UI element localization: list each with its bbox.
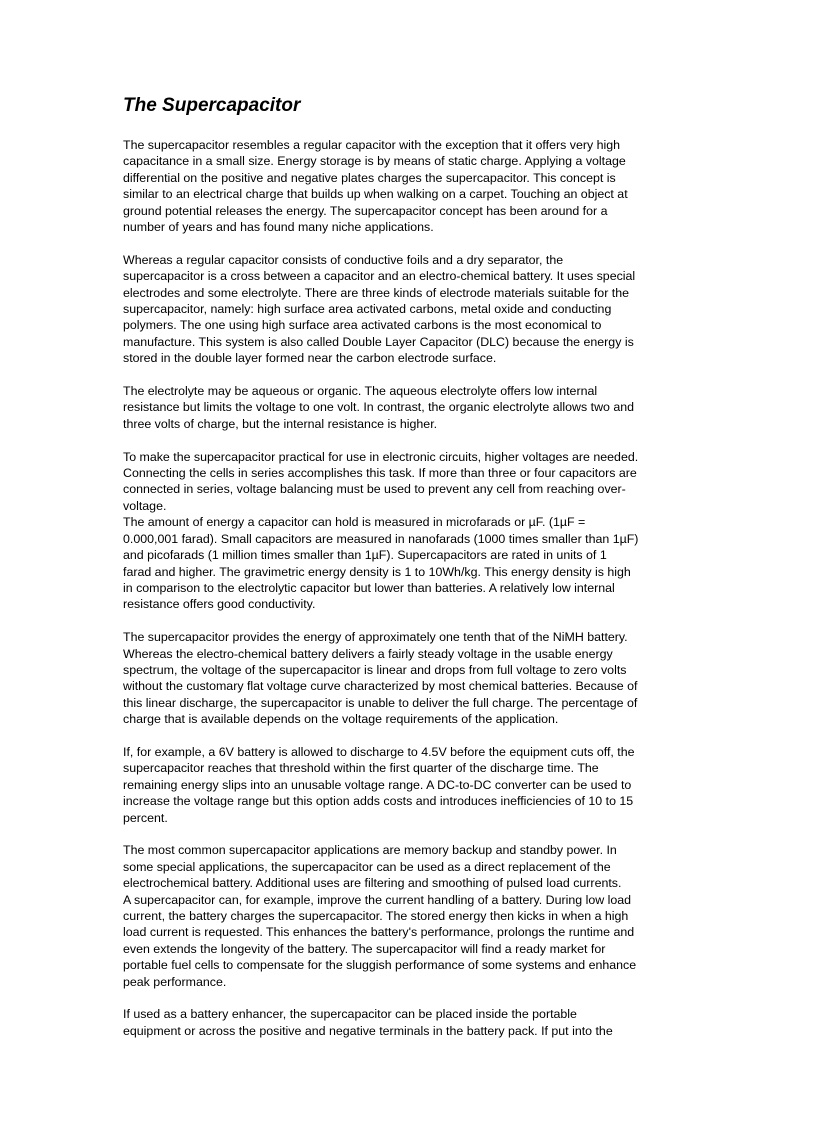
- text-line: charge that is available depends on the voltage requirements of the application.: [123, 712, 559, 727]
- text-line: Connecting the cells in series accomplishes this task. If more than three or four capacitors are: [123, 466, 637, 481]
- text-line: 0.000,001 farad). Small capacitors are measured in nanofarads (1000 times smaller than 1µF): [123, 531, 639, 546]
- text-line: manufacture. This system is also called Double Layer Capacitor (DLC) because the energy is: [123, 334, 634, 349]
- paragraph-applications: [123, 842, 703, 990]
- text-line: without the customary flat voltage curve characterized by most chemical batteries. Because of: [123, 679, 638, 694]
- text-line: connected in series, voltage balancing must be used to prevent any cell from reaching over-: [123, 482, 626, 497]
- text-line: A supercapacitor can, for example, improve the current handling of a battery. During low load: [123, 892, 632, 907]
- text-line: supercapacitor is a cross between a capacitor and an electro-chemical battery. It uses special: [123, 269, 636, 284]
- text-line: percent.: [123, 810, 168, 825]
- text-line: number of years and has found many niche applications.: [123, 220, 434, 235]
- text-line: similar to an electrical charge that builds up when walking on a carpet. Touching an object at: [123, 187, 628, 202]
- text-line: Whereas the electro-chemical battery delivers a fairly steady voltage in the usable energy: [123, 646, 613, 661]
- text-line: current, the battery charges the supercapacitor. The stored energy then kicks in when a high: [123, 909, 629, 923]
- text-line: remaining energy slips into an unusable voltage range. A DC-to-DC converter can be used to: [123, 777, 632, 792]
- text-line: capacitance in a small size. Energy storage is by means of static charge. Applying a voltage: [123, 154, 626, 169]
- text-line: resistance offers good conductivity.: [123, 597, 316, 612]
- paragraph-example: [123, 744, 703, 826]
- document-page: [123, 94, 703, 1056]
- text-line: differential on the positive and negative plates charges the supercapacitor. This concept is: [123, 170, 616, 185]
- text-line: portable fuel cells to compensate for the sluggish performance of some systems and enhance: [123, 958, 637, 973]
- text-line: Whereas a regular capacitor consists of conductive foils and a dry separator, the: [123, 252, 564, 267]
- text-line: polymers. The one using high surface area activated carbons is the most economical to: [123, 318, 602, 333]
- paragraph-electrolyte: [123, 383, 703, 432]
- text-line: electrochemical battery. Additional uses are filtering and smoothing of pulsed load currents.: [123, 876, 622, 891]
- paragraph-enhancer: [123, 1006, 703, 1039]
- text-line: increase the voltage range but this option adds costs and introduces inefficiencies of 10 to 15: [123, 794, 634, 809]
- text-line: If used as a battery enhancer, the supercapacitor can be placed inside the portable: [123, 1007, 577, 1022]
- text-line: supercapacitor reaches that threshold within the first quarter of the discharge time. The: [123, 761, 599, 776]
- paragraph-construction: [123, 252, 703, 367]
- text-line: in comparison to the electrolytic capacitor but lower than batteries. A relatively low internal: [123, 580, 615, 595]
- text-line: and picofarads (1 million times smaller than 1µF). Supercapacitors are rated in units of 1: [123, 548, 607, 563]
- text-line: resistance but limits the voltage to one volt. In contrast, the organic electrolyte allows two and: [123, 400, 635, 415]
- paragraph-voltage: [123, 449, 703, 515]
- text-line: even extends the longevity of the battery. The supercapacitor will find a ready market for: [123, 941, 606, 956]
- text-line: ground potential releases the energy. The supercapacitor concept has been around for a: [123, 203, 608, 218]
- text-line: To make the supercapacitor practical for use in electronic circuits, higher voltages are needed.: [123, 449, 639, 464]
- text-line: The supercapacitor resembles a regular capacitor with the exception that it offers very high: [123, 138, 621, 152]
- text-line: stored in the double layer formed near the carbon electrode surface.: [123, 351, 497, 366]
- text-line: The amount of energy a capacitor can hold is measured in microfarads or µF. (1µF =: [123, 515, 586, 530]
- paragraph-discharge: [123, 629, 703, 727]
- text-line: this linear discharge, the supercapacitor is unable to deliver the full charge. The percentage of: [123, 695, 638, 710]
- text-line: farad and higher. The gravimetric energy density is 1 to 10Wh/kg. This energy density is high: [123, 564, 631, 579]
- text-line: spectrum, the voltage of the supercapacitor is linear and drops from full voltage to zero volts: [123, 662, 627, 677]
- text-line: voltage.: [123, 498, 167, 513]
- page-title: The Supercapacitor: [123, 95, 301, 116]
- text-line: some special applications, the supercapacitor can be used as a direct replacement of the: [123, 859, 611, 874]
- paragraph-intro: [123, 137, 703, 235]
- text-line: The electrolyte may be aqueous or organic. The aqueous electrolyte offers low internal: [123, 384, 598, 399]
- text-line: equipment or across the positive and negative terminals in the battery pack. If put into the: [123, 1023, 613, 1038]
- text-line: peak performance.: [123, 974, 227, 989]
- text-line: The most common supercapacitor applications are memory backup and standby power. In: [123, 843, 617, 858]
- text-line: three volts of charge, but the internal resistance is higher.: [123, 416, 438, 431]
- text-line: load current is requested. This enhances the battery's performance, prolongs the runtime and: [123, 925, 635, 940]
- text-line: The supercapacitor provides the energy of approximately one tenth that of the NiMH battery.: [123, 630, 628, 645]
- text-line: electrodes and some electrolyte. There are three kinds of electrode materials suitable for the: [123, 285, 629, 300]
- paragraph-energy-units: [123, 514, 703, 612]
- text-line: supercapacitor, namely: high surface area activated carbons, metal oxide and conducting: [123, 302, 612, 317]
- text-line: If, for example, a 6V battery is allowed to discharge to 4.5V before the equipment cuts off, the: [123, 744, 635, 759]
